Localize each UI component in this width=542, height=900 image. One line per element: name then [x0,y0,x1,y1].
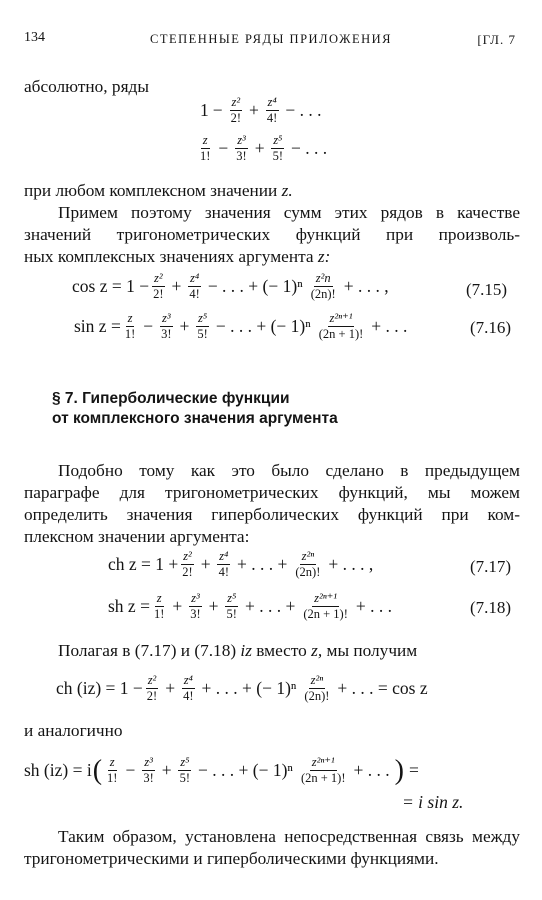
paragraph-hyperbolic-l2: параграфе для тригонометрических функций, мы можем [24,483,520,502]
lhs: sh z = [108,596,150,616]
paragraph-conclusion-l1: Таким образом, установлена непосредственная связь между [58,827,520,846]
fraction: $\frac{\text{z⁴}}{4!}$ [189,271,200,301]
operator: − . . . + (− 1)ⁿ [198,760,293,780]
operator: + . . . + [237,554,288,574]
equation-sh [108,592,396,621]
operator: + . . . + [244,596,296,616]
fraction: $\frac{\text{z⁴}}{4!}$ [218,549,229,579]
equation-number: (7.17) [470,557,512,576]
paragraph-conclusion-l2: тригонометрическими и гиперболическими функциями. [24,849,439,868]
fraction: $\frac{\text{z⁴}}{4!}$ [266,95,278,125]
operator: − [218,138,229,158]
operator: + [249,100,259,120]
fraction: $\frac{\text{z³}}{3!}$ [143,755,154,785]
fraction: z²ⁿ (2n)! [304,673,330,703]
operator: − . . . [285,100,322,120]
equation-number: (7.16) [470,318,512,337]
fraction: $\frac{z}{1!}$ [124,311,136,341]
operator: + . . . , [328,554,374,574]
fraction: $\frac{z}{1!}$ [153,591,165,621]
equation-number: (7.15) [466,280,508,299]
fraction: $\frac{\text{z⁵}}{5!}$ [179,755,191,785]
fraction: z 1! [200,133,211,163]
paragraph-intro: абсолютно, ряды [24,77,149,96]
operator: + [208,596,219,616]
fraction: z 1! [107,755,118,785]
operator: = [408,760,419,780]
fraction: $\frac{\text{z⁵}}{5!}$ [272,133,284,163]
paragraph-any-complex: при любом комплексном значении z. [24,181,293,200]
series-sin [196,134,331,163]
equation-sin [74,312,411,341]
left-paren: ( [92,754,103,786]
operator: + . . . [353,760,390,780]
fraction: $\frac{\text{z²ⁿ⁺¹}}{(2n + 1)!}$ [303,591,348,621]
equation-ch-iz [56,674,432,703]
operator: + [172,596,183,616]
right-paren: ) [394,754,404,786]
page-number: 134 [24,30,45,45]
fraction: $\frac{\text{z²ⁿ}}{(2n)!}$ [295,549,321,579]
paragraph-define-trig-l3: ных комплексных значениях аргумента z: [24,247,331,266]
operator: − . . . + (− 1)ⁿ [207,276,303,296]
series-cos [200,96,325,125]
paragraph-define-trig-l1: Примем поэтому значения сумм этих рядов в качестве [58,203,520,222]
equation-sh-iz-result: = i sin z. [402,792,464,812]
operator: + . . . , [343,276,389,296]
paragraph-substitute: Полагая в (7.17) и (7.18) iz вместо z, мы получим [58,641,418,660]
operator: − [125,760,136,780]
fraction: $\frac{\text{z²}}{2!}$ [182,549,193,579]
fraction: z²ⁿ⁺¹ (2n + 1)! [318,311,364,341]
operator: + . . . [371,316,408,336]
operator: − . . . [291,138,328,158]
term: 1 [200,100,209,120]
operator: + [254,138,265,158]
operator: + . . . + (− 1)ⁿ [201,678,297,698]
operator: + [171,276,182,296]
operator: + . . . = cos z [337,678,428,698]
operator: + . . . [355,596,393,616]
lhs: sh (iz) = i [24,760,92,780]
operator: − [143,316,154,336]
fraction: $\frac{\text{z³}}{3!}$ [190,591,201,621]
operator: + [161,760,172,780]
paragraph-hyperbolic-l3: определить значения гиперболических функций при ком- [24,505,520,524]
operator: − [212,100,223,120]
fraction: $\frac{\text{z³}}{3!}$ [236,133,247,163]
fraction: z²n (2n)! [310,271,336,301]
fraction: $\frac{\text{z²}}{2!}$ [230,95,242,125]
paragraph-define-trig-l2: значений тригонометрических функций при произволь- [24,225,520,244]
section-heading-l2: от комплексного значения аргумента [52,410,338,427]
fraction: $\frac{\text{z⁵}}{5!}$ [226,591,237,621]
lhs: ch z = 1 + [108,554,179,574]
lhs: sin z = [74,316,121,336]
operator: + [165,678,176,698]
fraction: z²ⁿ⁺¹ (2n + 1)! [300,755,346,785]
fraction: $\frac{\text{z²}}{2!}$ [153,271,164,301]
operator: + [179,316,190,336]
equation-number: (7.18) [470,598,512,617]
equation-ch [108,550,377,579]
equation-sh-iz [24,756,423,785]
paragraph-hyperbolic-l1: Подобно тому как это было сделано в предыдущем [58,461,520,480]
fraction: $\frac{\text{z³}}{3!}$ [161,311,172,341]
fraction: $\frac{\text{z⁴}}{4!}$ [183,673,194,703]
equation-cos [72,272,393,301]
operator: + [200,554,211,574]
lhs: ch (iz) = 1 − [56,678,143,698]
section-heading-l1: § 7. Гиперболические функции [52,390,290,407]
operator: − . . . + (− 1)ⁿ [215,316,311,336]
paragraph-hyperbolic-l4: плексном значении аргумента: [24,527,250,546]
paragraph-similarly: и аналогично [24,721,123,740]
fraction: $\frac{\text{z²}}{2!}$ [146,673,158,703]
lhs: cos z = 1 − [72,276,150,296]
chapter-label: [ГЛ. 7 [477,32,516,47]
fraction: $\frac{\text{z⁵}}{5!}$ [197,311,208,341]
running-title: СТЕПЕННЫЕ РЯДЫ ПРИЛОЖЕНИЯ [150,32,392,46]
